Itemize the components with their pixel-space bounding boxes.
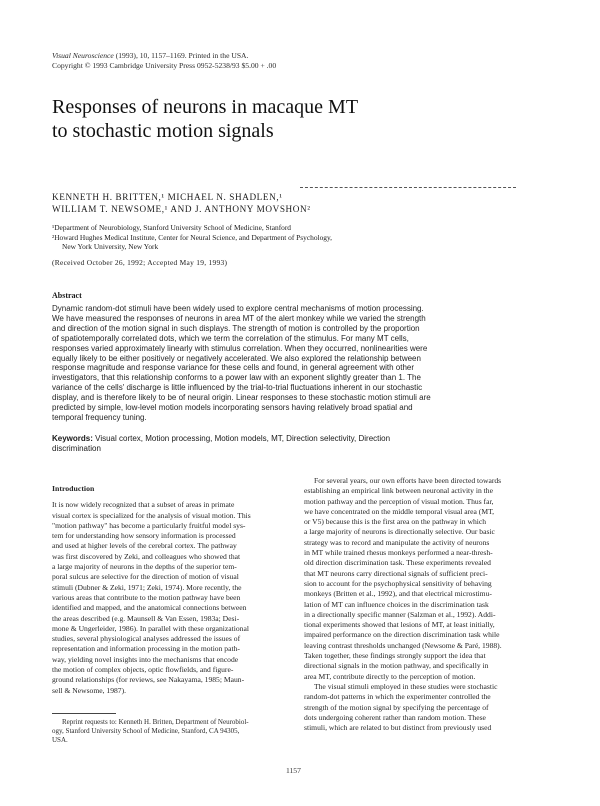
- body-line: motion pathway and the perception of visual motion. Thus far,: [304, 496, 494, 506]
- body-line: was first discovered by Zeki, and colleagues who showed that: [52, 551, 241, 561]
- journal-header: [52, 51, 492, 71]
- author-line-2: WILLIAM T. NEWSOME,¹ AND J. ANTHONY MOVSHON²: [52, 204, 311, 214]
- body-line: impaired performance on the direction discrimination task while: [304, 630, 500, 640]
- body-line: dots undergoing coherent rather than random motion. These: [304, 712, 486, 722]
- keywords-line-1: [52, 434, 512, 444]
- body-line: directional signals in the motion pathway, and specifically in: [304, 661, 489, 671]
- introduction-heading: Introduction: [52, 484, 95, 493]
- affiliation-3: New York University, New York: [62, 242, 159, 251]
- received-dates: (Received October 26, 1992; Accepted May 19, 1993): [52, 258, 228, 267]
- abstract-line: equally likely to be either positively or negatively accelerated. We also explored the relationship between: [52, 353, 421, 363]
- page-number: 1157: [286, 766, 301, 775]
- affiliations: [52, 223, 512, 252]
- title-line-2: to stochastic motion signals: [52, 120, 274, 142]
- footnote-line: Reprint requests to: Kenneth H. Britten, Department of Neurobiol-: [62, 718, 249, 726]
- abstract-line: and direction of the motion signal in such displays. The strength of motion is controlled by the proportion: [52, 323, 420, 333]
- keywords-line-2: discrimination: [52, 443, 101, 453]
- abstract-body: [52, 304, 512, 423]
- body-line: in MT while trained rhesus monkeys performed a near-thresh-: [304, 548, 493, 558]
- body-line: the motion of complex objects, optic flowfields, and figure-: [52, 665, 234, 675]
- body-left-column: [52, 484, 284, 696]
- body-line: stimuli (Dubner & Zeki, 1971; Zeki, 1974). More recently, the: [52, 582, 242, 592]
- footnote-line: ogy, Stanford University School of Medicine, Stanford, CA 94305,: [52, 727, 240, 735]
- body-line: For several years, our own efforts have been directed towards: [314, 476, 502, 485]
- abstract-line: response magnitude and response variance for these cells and found, in general agreement with other: [52, 363, 415, 373]
- body-line: identified and mapped, and the anatomical connections between: [52, 603, 247, 613]
- body-line: we have concentrated on the middle temporal visual area (MT,: [304, 506, 495, 516]
- body-line: tional experiments showed that lesions of MT, at least initially,: [304, 620, 495, 630]
- abstract-line: responses varied approximately linearly with stimulus correlation. When they occurred, nonlinearities were: [52, 343, 428, 353]
- body-line: stimuli, which are related to but distinct from previously used: [304, 723, 492, 733]
- body-line: various areas that contribute to the motion pathway have been: [52, 592, 241, 602]
- citation-details: (1993), 10, 1157–1169. Printed in the USA.: [113, 51, 249, 60]
- abstract-line: We have measured the responses of neurons in area MT of the alert monkey while we varied the strength: [52, 313, 426, 323]
- body-line: establishing an empirical link between neuronal activity in the: [304, 486, 493, 496]
- abstract-line: variance of the cells' discharge is little influenced by the trial-to-trial fluctuations inherent in our stochastic: [52, 383, 423, 393]
- body-line: Taken together, these findings strongly support the idea that: [304, 651, 486, 661]
- affiliation-2: ²Howard Hughes Medical Institute, Center for Neural Science, and Department of Psychology,: [52, 232, 333, 242]
- body-line: poral sulcus are selective for the direction of motion of visual: [52, 572, 239, 582]
- reprint-footnote: [52, 718, 288, 745]
- abstract-line: display, and is therefore likely to be of neural origin. Linear responses to these stochastic motion stimuli are: [52, 393, 431, 403]
- body-line: mone & Ungerleider, 1986). In parallel with these organizational: [52, 623, 249, 633]
- body-line: a large majority of neurons is directionally selective. Our basic: [304, 527, 495, 537]
- body-line: representation and information processing in the motion path-: [52, 644, 240, 654]
- abstract-line: of spatiotemporally correlated dots, which we term the correlation of the stimulus. For many MT cells,: [52, 333, 409, 343]
- body-line: "motion pathway" has become a particularly fruitful model sys-: [52, 520, 246, 530]
- body-line: old direction discrimination task. These experiments revealed: [304, 558, 491, 568]
- abstract-line: investigators, that this relationship conforms to a power law with an exponent slightly greater than 1. The: [52, 373, 421, 383]
- body-line: monkeys (Britten et al., 1992), and that electrical microstimu-: [304, 589, 492, 599]
- body-line: random-dot patterns in which the experimenter controlled the: [304, 692, 491, 702]
- body-right-column: [304, 476, 544, 733]
- body-line: lation of MT can influence choices in the discrimination task: [304, 599, 489, 609]
- footnote-line: USA.: [52, 736, 68, 744]
- body-line: in a directionally specific manner (Salzman et al., 1992). Addi-: [304, 609, 496, 619]
- body-line: sion to account for the psychophysical sensitivity of behaving: [304, 578, 492, 588]
- abstract-line: Dynamic random-dot stimuli have been widely used to explore central mechanisms of motion processing.: [52, 304, 424, 313]
- journal-citation: [52, 51, 492, 61]
- body-line: visual cortex is specialized for the analysis of visual motion. This: [52, 510, 251, 520]
- keywords: [52, 434, 512, 454]
- keywords-text: Visual cortex, Motion processing, Motion models, MT, Direction selectivity, Direction: [92, 434, 391, 443]
- body-line: strategy was to record and manipulate the activity of neurons: [304, 537, 490, 547]
- body-line: and used at higher levels of the cerebral cortex. The pathway: [52, 541, 237, 551]
- keywords-label: Keywords:: [52, 434, 93, 443]
- body-line: ground relationships (for reviews, see Nakayama, 1985; Maun-: [52, 675, 245, 685]
- body-line: the areas described (e.g. Maunsell & Van Essen, 1983a; Desi-: [52, 613, 240, 623]
- author-list: [52, 191, 512, 215]
- journal-name: Visual Neuroscience: [52, 51, 114, 60]
- body-line: or V5) because this is the first area on the pathway in which: [304, 517, 487, 527]
- title-line-1: Responses of neurons in macaque MT: [52, 96, 359, 118]
- body-line: leaving contrast thresholds unchanged (Newsome & Paré, 1988).: [304, 640, 502, 650]
- abstract-line: temporal frequency tuning.: [52, 412, 147, 422]
- body-line: tem for understanding how sensory information is processed: [52, 531, 236, 541]
- body-line: area MT, contribute directly to the perception of motion.: [304, 671, 476, 681]
- abstract-heading: Abstract: [52, 291, 82, 300]
- affiliation-1: ¹Department of Neurobiology, Stanford University School of Medicine, Stanford: [52, 223, 292, 232]
- body-line: way, yielding novel insights into the mechanisms that encode: [52, 654, 239, 664]
- body-line: a large majority of neurons in the depths of the superior tem-: [52, 562, 237, 572]
- body-line: The visual stimuli employed in these studies were stochastic: [314, 681, 498, 691]
- copyright-line: Copyright © 1993 Cambridge University Press 0952-5238/93 $5.00 + .00: [52, 61, 277, 70]
- footnote-rule: [52, 713, 116, 714]
- body-line: It is now widely recognized that a subset of areas in primate: [52, 500, 235, 510]
- body-line: sell & Newsome, 1987).: [52, 685, 127, 695]
- author-rule: [300, 187, 516, 188]
- body-line: studies, several physiological analyses addressed the issues of: [52, 634, 241, 644]
- author-line-1: KENNETH H. BRITTEN,¹ MICHAEL N. SHADLEN,¹: [52, 192, 283, 202]
- body-line: strength of the motion signal by specifying the percentage of: [304, 702, 489, 712]
- paper-title: [52, 95, 492, 143]
- body-line: that MT neurons carry directional signals of sufficient preci-: [304, 568, 488, 578]
- abstract-line: predicted by simple, low-level motion models incorporating sensors having relatively broad spatial and: [52, 403, 413, 413]
